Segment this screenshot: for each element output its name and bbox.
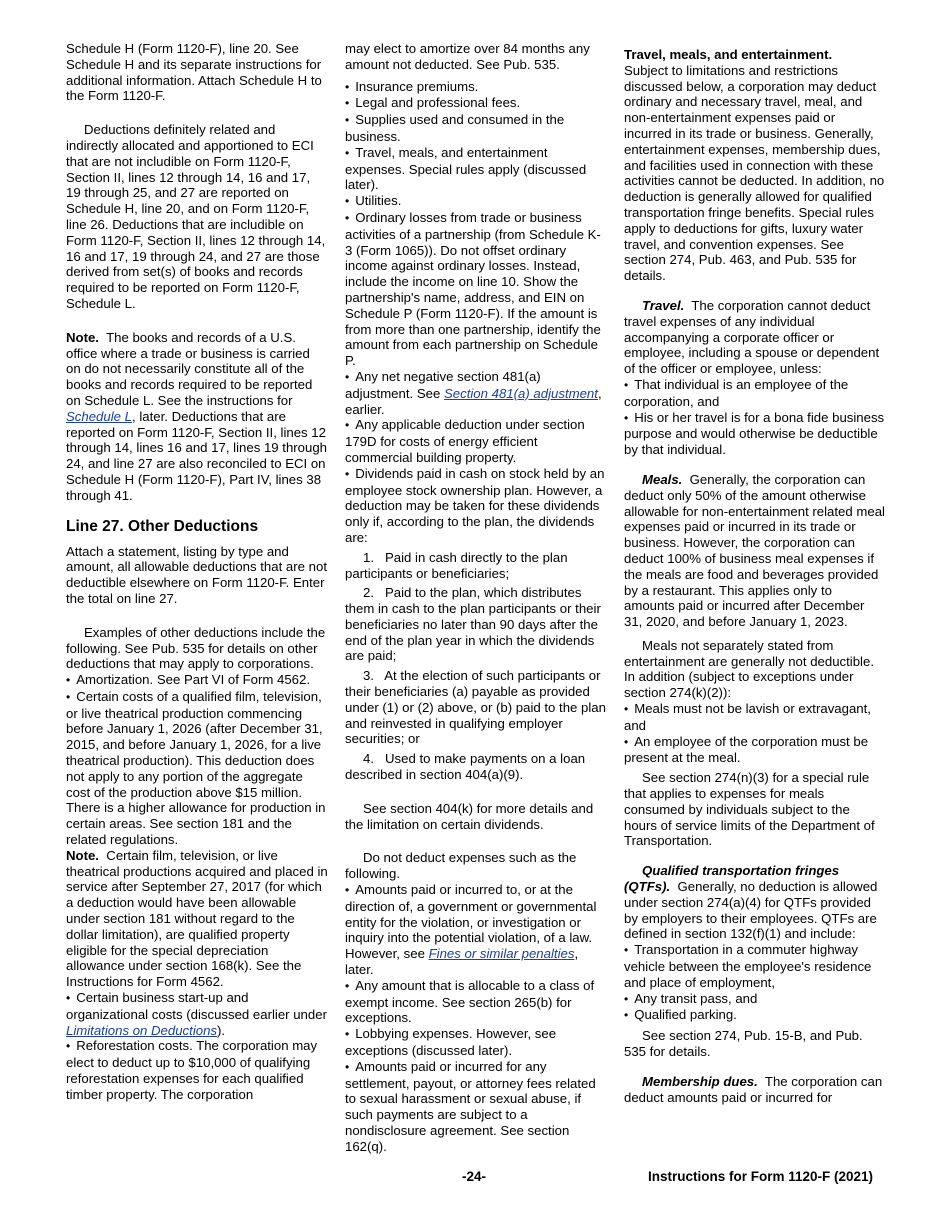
- column-left: [66, 41, 328, 1103]
- list-item: • Lobbying expenses. However, see exceptions (discussed later).: [345, 1026, 607, 1059]
- list-item: • Any transit pass, and: [624, 991, 886, 1008]
- list-item: [345, 882, 607, 978]
- list-item: • Amortization. See Part VI of Form 4562.: [66, 672, 328, 689]
- note-label: Note.: [66, 329, 99, 345]
- paragraph: See section 404(k) for more details and the limitation on certain dividends.: [345, 800, 594, 832]
- section-heading: Line 27. Other Deductions: [66, 517, 259, 535]
- list-item: • Qualified parking.: [624, 1007, 886, 1024]
- paragraph: Schedule H (Form 1120-F), line 20. See Schedule H and its separate instructions for additional information. Attach Schedule H to the Form 1120-F.: [66, 41, 322, 104]
- list-item: [66, 990, 328, 1038]
- numbered-item: 3. At the election of such participants or their beneficiaries (a) payable as provided under (1) or (2) above, or (b) paid to the plan and reinvested in qualifying employer securities; or: [345, 668, 606, 747]
- paragraph-text: The corporation can deduct amounts paid or incurred for: [624, 1073, 883, 1105]
- list-item: • Ordinary losses from trade or business activities of a partnership (from Schedule K-3 (Form 1065)). Do not offset ordinary income against ordinary losses. Instead, include the income on line 10. Show the partnership's name, address, and EIN on Schedule P (Form 1120-F). If the amount is from more than one partnership, identify the amount from each partnership on Schedule P.: [345, 210, 607, 369]
- list-text: ).: [217, 1022, 226, 1038]
- paragraph-text: Generally, no deduction is allowed under section 274(a)(4) for QTFs provided by employers to their employees. QTFs are defined in section 132(f)(1) and include:: [624, 879, 878, 942]
- list-item: [345, 369, 607, 417]
- fines-link[interactable]: Fines or similar penalties: [428, 946, 575, 962]
- note-text: The books and records of a U.S. office where a trade or business is carried on do not necessarily constitute all of the books and records required to be reported on Schedule L. See the instructions for: [66, 329, 313, 408]
- list-text: , later.: [345, 946, 579, 978]
- list-text: Certain business start-up and organizational costs (discussed earlier under: [66, 990, 327, 1022]
- footer-title: Instructions for Form 1120-F (2021): [648, 1169, 874, 1184]
- list-item: • Reforestation costs. The corporation may elect to deduct up to $10,000 of qualifying reforestation expenses for each qualified timber property. The corporation: [66, 1038, 328, 1102]
- page-number: -24-: [462, 1169, 487, 1184]
- list-item: • Transportation in a commuter highway vehicle between the employee's residence and place of employment,: [624, 942, 886, 990]
- paragraph: See section 274(n)(3) for a special rule that applies to expenses for meals consumed by individuals subject to the hours of service limits of the Department of Transportation.: [624, 770, 875, 849]
- list-item: • Any applicable deduction under section 179D for costs of energy efficient commercial building property.: [345, 417, 607, 465]
- list-item: • Amounts paid or incurred for any settlement, payout, or attorney fees related to sexual harassment or sexual abuse, if such payments are subject to a nondisclosure agreement. See section 162(q).: [345, 1059, 607, 1155]
- list-item: • Dividends paid in cash on stock held by an employee stock ownership plan. However, a deduction may be taken for these dividends only if, according to the plan, the dividends are:: [345, 466, 607, 546]
- list-item: • Supplies used and consumed in the business.: [345, 112, 607, 145]
- list-item: • An employee of the corporation must be present at the meal.: [624, 734, 886, 767]
- paragraph: See section 274, Pub. 15-B, and Pub. 535 for details.: [624, 1028, 863, 1060]
- note-text: Certain film, television, or live theatrical productions acquired and placed in service after September 27, 2017 (for which a deduction would have been allowable under section 181 without regard to the dollar limitation), are qualified property eligible for the special depreciation allowance under section 168(k). See the Instructions for Form 4562.: [66, 847, 328, 990]
- note-label: Note.: [66, 847, 99, 863]
- paragraph-text: Generally, the corporation can deduct only 50% of the amount otherwise allowable for non-entertainment related meal expenses paid or incurred in its trade or business. However, the corporation can deduct 100% of business meal expenses if the meals are food and beverages provided by a restaurant. This applies only to amounts paid or incurred after December 31, 2020, and before January 1, 2023.: [624, 471, 885, 630]
- paragraph-text: The corporation cannot deduct travel expenses of any individual accompanying a corporate officer or employee, including a spouse or dependent of the officer or employee, unless:: [624, 297, 880, 377]
- schedule-l-link[interactable]: Schedule L: [66, 408, 132, 424]
- qtf-label: Qualified transportation fringes (QTFs).: [624, 863, 840, 895]
- note-paragraph: [66, 330, 328, 504]
- paragraph: [624, 863, 886, 942]
- paragraph: Deductions definitely related and indirectly allocated and apportioned to ECI that are not includible on Form 1120-F, Section II, lines 12 through 14, 16 and 17, 19 through 25, and 27 are reported on Schedule H, line 20, and on Form 1120-F, line 26. Deductions that are includible on Form 1120-F, Section II, lines 12 through 14, 16 and 17, 19 through 24, and 27 are those derived from set(s) of books and records required to be reported on Form 1120-F, Schedule L.: [66, 122, 326, 311]
- list-text: Amounts paid or incurred to, or at the direction of, a government or governmental entity for the violation, or investigation or inquiry into the potential violation, of a law. However, see: [345, 882, 597, 962]
- list-text: Any net negative section 481(a) adjustment. See: [345, 368, 541, 401]
- paragraph: may elect to amortize over 84 months any amount not deducted. See Pub. 535.: [345, 41, 590, 72]
- paragraph: Do not deduct expenses such as the following.: [345, 850, 577, 882]
- paragraph: [624, 1074, 886, 1106]
- column-right: [624, 41, 886, 1113]
- list-item: • That individual is an employee of the corporation, and: [624, 377, 886, 410]
- numbered-item: 4. Used to make payments on a loan described in section 404(a)(9).: [345, 751, 586, 783]
- dues-label: Membership dues.: [642, 1073, 758, 1089]
- paragraph: [624, 298, 886, 377]
- paragraph: Subject to limitations and restrictions discussed below, a corporation may deduct ordinary and necessary travel, meal, and non-entertainment expenses paid or incurred in its trade or business. Generally, entertainment expenses, membership dues, and facilities used in connection with these activities cannot be deducted. In addition, no deduction is generally allowed for qualified transportation fringe benefits. Special rules apply to deductions for gifts, luxury water travel, and convention expenses. See section 274, Pub. 463, and Pub. 535 for details.: [624, 62, 885, 284]
- numbered-item: 1. Paid in cash directly to the plan participants or beneficiaries;: [345, 549, 568, 581]
- list-item: • Travel, meals, and entertainment expenses. Special rules apply (discussed later).: [345, 145, 607, 193]
- paragraph: Meals not separately stated from entertainment are generally not deductible. In addition (subject to exceptions under section 274(k)(2)):: [624, 637, 874, 701]
- list-item: • His or her travel is for a bona fide business purpose and would otherwise be deductible by that individual.: [624, 410, 886, 458]
- section-481a-link[interactable]: Section 481(a) adjustment: [443, 385, 598, 401]
- list-item: • Utilities.: [345, 193, 607, 210]
- note-text: , later. Deductions that are reported on Form 1120-F, Section II, lines 12 through 14, lines 16 and 17, lines 19 through 24, and line 27 are also reconciled to ECI on Schedule H (Form 1120-F), Part IV, lines 38 through 41.: [66, 408, 328, 503]
- list-item: • Any amount that is allocable to a class of exempt income. See section 265(b) for exceptions.: [345, 978, 607, 1026]
- numbered-item: 2. Paid to the plan, which distributes them in cash to the plan participants or their beneficiaries no later than 90 days after the end of the plan year in which the dividends are paid;: [345, 585, 601, 664]
- meals-label: Meals.: [642, 471, 683, 487]
- subsection-heading: Travel, meals, and entertainment.: [624, 47, 833, 62]
- paragraph: Examples of other deductions include the following. See Pub. 535 for details on other deductions that may apply to corporations.: [66, 624, 326, 672]
- list-text: , earlier.: [345, 385, 602, 417]
- limitations-link[interactable]: Limitations on Deductions: [66, 1022, 218, 1038]
- paragraph: [624, 472, 886, 630]
- list-item: • Insurance premiums.: [345, 79, 607, 96]
- column-middle: [345, 41, 607, 1155]
- paragraph: Attach a statement, listing by type and amount, all allowable deductions that are not deductible elsewhere on Form 1120-F. Enter the total on line 27.: [66, 543, 327, 606]
- note-paragraph: [66, 848, 328, 990]
- list-item: • Legal and professional fees.: [345, 95, 607, 112]
- travel-label: Travel.: [642, 297, 685, 313]
- list-item: • Certain costs of a qualified film, television, or live theatrical production commencing before January 1, 2026 (after December 31, 2015, and before January 1, 2026, for a live theatrical production). This deduction does not apply to any portion of the aggregate cost of the production above $15 million. There is a higher allowance for production in certain areas. See section 181 and the related regulations.: [66, 689, 328, 848]
- list-item: • Meals must not be lavish or extravagant, and: [624, 701, 886, 734]
